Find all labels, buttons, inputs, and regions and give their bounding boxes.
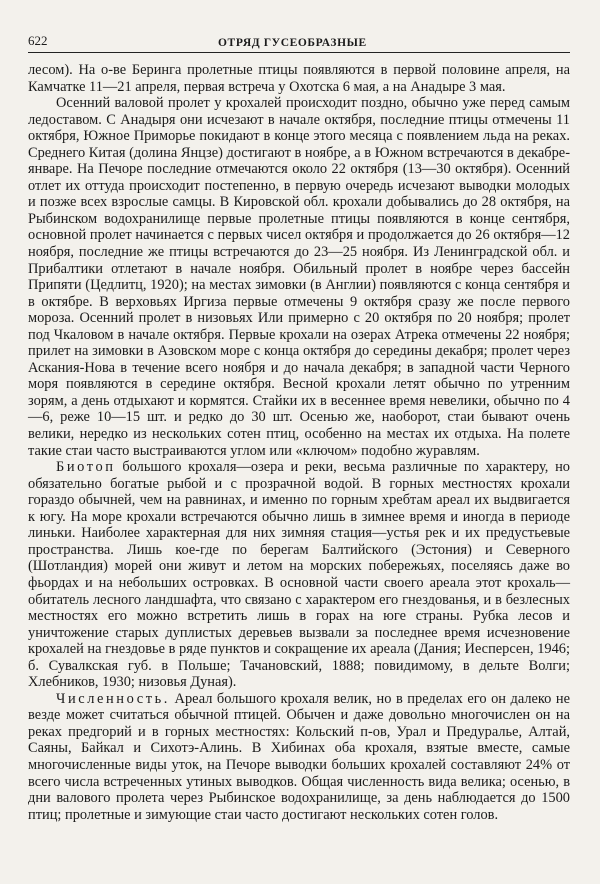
page-header (28, 30, 570, 53)
page-number: 622 (28, 33, 48, 48)
paragraph-biotope (28, 459, 570, 691)
paragraph-abundance (28, 691, 570, 823)
paragraph-text: Ареал большого крохаля велик, но в пределах его он далеко не везде может считаться обычной птицей. Обычен и даже довольно многочислен он на реках предгорий и в горных местностях: Кольский п-ов, Урал и Предуралье, Алтай, Саяны, Байкал и Сихотэ-Алинь. В Хибинах оба крохаля, взятые вместе, самые многочисленные виды уток, на Печоре выводки больших крохалей составляют 24% от всего числа встреченных утиных выводков. Общая численность вида велика; осенью, в дни валового пролета через Рыбинское водохранилище, за день наблюдается до 1500 птиц; пролетные и зимующие стаи часто достигают нескольких сотен голов. (28, 690, 570, 823)
paragraph-autumn-migration (28, 95, 570, 459)
section-heading-biotope: Биотоп (56, 459, 116, 476)
section-heading-abundance: Численность. (56, 690, 171, 707)
running-title: ОТРЯД ГУСЕОБРАЗНЫЕ (218, 37, 367, 49)
paragraph-text: лесом). На о-ве Беринга пролетные птицы появляются в первой половине апреля, на Камчатке 11—21 апреля, первая встреча у Охотска 6 мая, а на Анадыре 3 мая. (28, 62, 570, 95)
paragraph-continuation (28, 62, 570, 95)
paragraph-text: большого крохаля—озера и реки, весьма различные по характеру, но обязательно богатые рыбой и с прозрачной водой. В горных местностях крохали гораздо обычней, чем на равнинах, и именно по горным хребтам ареал их выдвигается к югу. На море крохали встречаются обычно лишь в зимнее время и иногда в периоде линьки. Наиболее характерная для них зимняя стация—устья рек и их предустьевые пространства. Лишь кое-где по берегам Балтийского (Эстония) и Северного (Шотландия) морей они живут и летом на морских побережьях, поселяясь даже во фьордах и на небольших островках. В основной части своего ареала этот крохаль—обитатель лесного ландшафта, что связано с характером его гнездованья, и в безлесных местностях его можно встретить лишь в горах на юге страны. Рубка лесов и уничтожение старых дуплистых деревьев вызвали за последнее время исчезновение крохалей на гнездовье в ряде пунктов и сокращение их ареала (Дания; Иесперсен, 1946; б. Сувалкская губ. в Польше; Тачановский, 1888; повидимому, в дельте Волги; Хлебников, 1930; низовья Дуная). (28, 459, 570, 691)
paragraph-text: Осенний валовой пролет у крохалей происходит поздно, обычно уже перед самым ледоставом. С Анадыря они исчезают в начале октября, последние птицы отмечены 11 октября, Южное Приморье покидают в конце этого месяца с появлением льда на реках. Среднего Китая (долина Янцзе) достигают в ноябре, а в Южном встречаются в декабре-январе. На Печоре последние отмечаются около 22 октября (13—30 октября). Осенний отлет их оттуда происходит постепенно, в первую очередь исчезают выводки молодых и позже всех взрослые самцы. В Кировской обл. крохали добывались до 28 октября, на Рыбинском водохранилище первые пролетные птицы появляются в конце сентября, основной пролет начинается с первых чисел октября и продолжается до 26 октября—12 ноября, последние же птицы встречаются до 23—25 ноября. Из Ленинградской обл. и Прибалтики отлетают в начале ноября. Обильный пролет в ноябре через бассейн Припяти (Цедлитц, 1920); на местах зимовки (в Англии) появляются с конца сентября и в октябре. В верховьях Иргиза первые отмечены 9 октября сразу же после первого мороза. Осенний пролет в низовьях Или примерно с 20 октября по 20 ноября; пролет под Чкаловом в начале октября. Первые крохали на озерах Атрека отмечены 22 ноября; прилет на зимовки в Азовском море с конца октября до середины декабря; пролет через Аскания-Нова в течение всего ноября и до начала декабря; в западной части Черного моря появляются в середине октября. Весной крохали летят обычно по утренним зорям, а день отдыхают и кормятся. Стайки их в весеннее время невелики, обычно по 4—6, реже 10—15 шт. и редко до 30 шт. Осенью же, наоборот, стаи бывают очень велики, нередко из нескольких сотен птиц, особенно на местах их отдыха. На полете такие стаи часто выстраиваются углом или «ключом» подобно журавлям. (28, 95, 570, 459)
page-body (28, 62, 570, 823)
